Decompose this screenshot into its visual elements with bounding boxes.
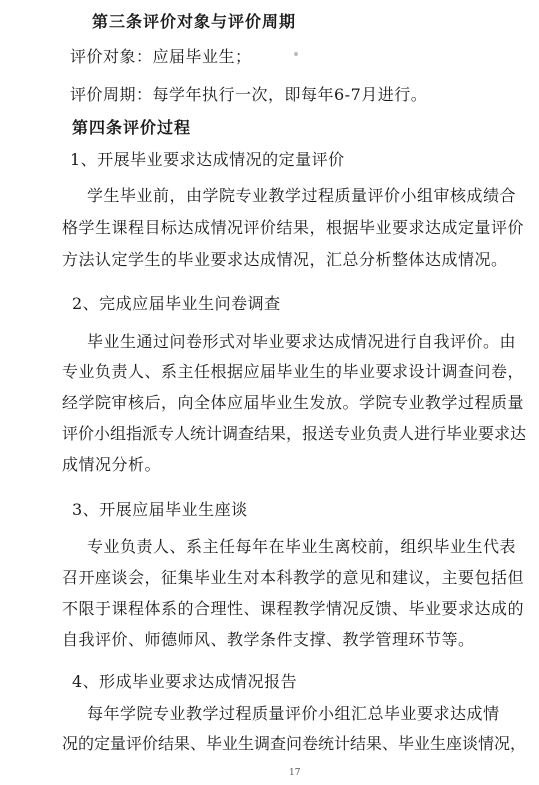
- section-2-title: 2、完成应届毕业生问卷调查: [72, 294, 281, 313]
- section-2-line: 成情况分析。: [62, 455, 162, 474]
- section-3-line: 召开座谈会，征集毕业生对本科教学的意见和建议，主要包括但: [62, 568, 525, 587]
- section-4-title: 4、形成毕业要求达成情况报告: [72, 672, 298, 691]
- evaluation-cycle: 评价周期：每学年执行一次，即每年6-7月进行。: [70, 85, 428, 104]
- section-1-line: 格学生课程目标达成情况评价结果，根据毕业要求达成定量评价: [62, 218, 525, 237]
- section-4-line: 每年学院专业教学过程质量评价小组汇总毕业要求达成情: [87, 704, 500, 723]
- evaluation-object: 评价对象：应届毕业生；: [70, 47, 252, 66]
- section-2-line: 经学院审核后，向全体应届毕业生发放。学院专业教学过程质量: [62, 393, 525, 412]
- section-3-title: 3、开展应届毕业生座谈: [72, 500, 248, 519]
- page-number: 17: [289, 768, 301, 778]
- section-2-line: 评价小组指派专人统计调查结果，报送专业负责人进行毕业要求达: [62, 424, 527, 443]
- section-2-line: 毕业生通过问卷形式对毕业要求达成情况进行自我评价。由: [87, 332, 517, 351]
- section-2-line: 专业负责人、系主任根据应届毕业生的毕业要求设计调查问卷，: [62, 362, 525, 381]
- section-3-line: 自我评价、师德师风、教学条件支撑、教学管理环节等。: [62, 630, 475, 649]
- section-4-line: 况的定量评价结果、毕业生调查问卷统计结果、毕业生座谈情况，: [62, 734, 527, 753]
- section-1-line: 方法认定学生的毕业要求达成情况，汇总分析整体达成情况。: [62, 250, 508, 269]
- section-3-line: 专业负责人、系主任每年在毕业生离校前，组织毕业生代表: [87, 537, 517, 556]
- scan-speck: [294, 52, 298, 56]
- section-1-line: 学生毕业前，由学院专业教学过程质量评价小组审核成绩合: [87, 186, 517, 205]
- article-3-heading: 第三条评价对象与评价周期: [92, 12, 297, 31]
- section-3-line: 不限于课程体系的合理性、课程教学情况反馈、毕业要求达成的: [62, 599, 525, 618]
- section-1-title: 1、开展毕业要求达成情况的定量评价: [70, 150, 345, 169]
- article-4-heading: 第四条评价过程: [72, 118, 192, 137]
